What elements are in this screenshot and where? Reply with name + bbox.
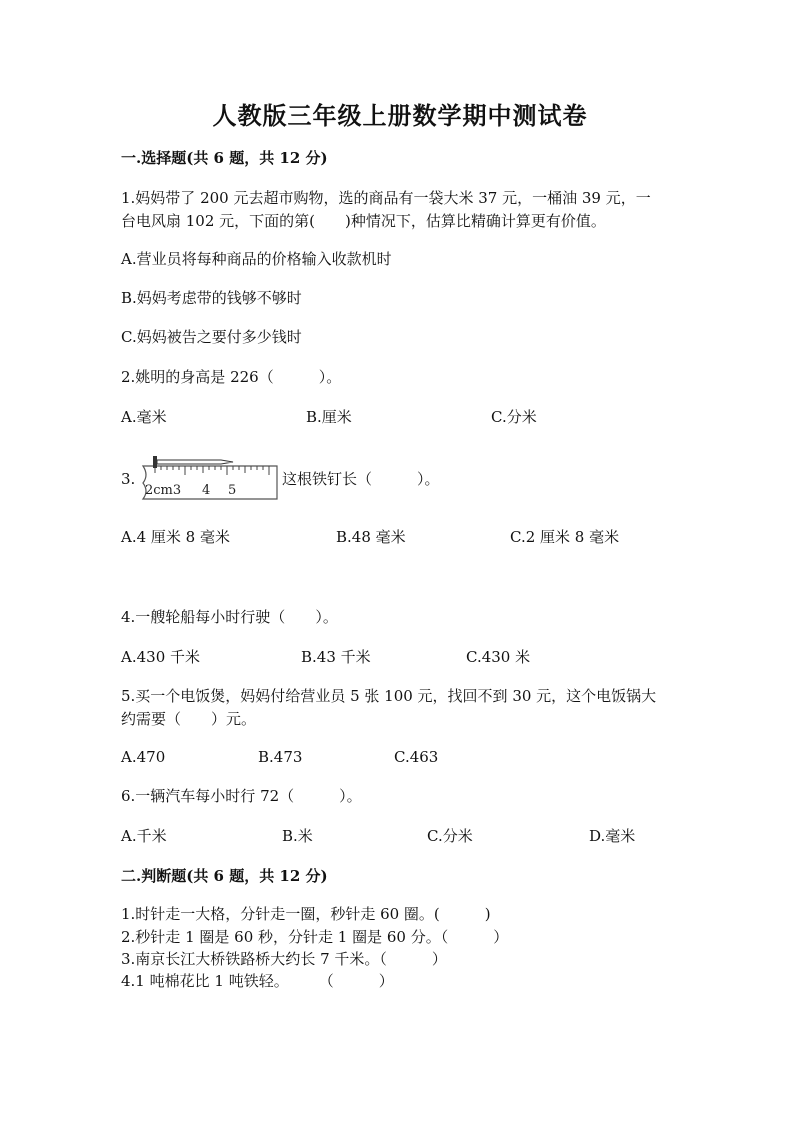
question-3-number: 3. xyxy=(121,470,136,488)
ruler-label-4: 4 xyxy=(202,483,211,498)
question-5-option-a[interactable]: A.470 xyxy=(121,748,166,766)
question-2-option-a[interactable]: A.毫米 xyxy=(121,408,167,426)
judge-item-3: 3.南京长江大桥铁路桥大约长 7 千米。（ ） xyxy=(121,950,447,968)
question-3-option-c[interactable]: C.2 厘米 8 毫米 xyxy=(510,528,620,546)
question-4-option-a[interactable]: A.430 千米 xyxy=(121,648,200,666)
nail-ruler-image xyxy=(139,449,279,507)
question-2-option-b[interactable]: B.厘米 xyxy=(306,408,352,426)
page-title: 人教版三年级上册数学期中测试卷 xyxy=(212,101,588,130)
question-1-line-2: 台电风扇 102 元，下面的第( )种情况下，估算比精确计算更有价值。 xyxy=(121,212,606,230)
judge-item-1: 1.时针走一大格，分针走一圈，秒针走 60 圈。( ) xyxy=(121,905,491,923)
question-4-option-b[interactable]: B.43 千米 xyxy=(301,648,371,666)
question-5-option-b[interactable]: B.473 xyxy=(258,748,303,766)
question-3-option-b[interactable]: B.48 毫米 xyxy=(336,528,406,546)
question-2-stem: 2.姚明的身高是 226（ ）。 xyxy=(121,368,342,386)
question-5-option-c[interactable]: C.463 xyxy=(394,748,439,766)
judge-item-2: 2.秒针走 1 圈是 60 秒，分针走 1 圈是 60 分。（ ） xyxy=(121,928,509,946)
question-6-option-a[interactable]: A.千米 xyxy=(121,827,167,845)
section-heading-judge: 二.判断题(共 6 题，共 12 分) xyxy=(121,867,328,885)
question-6-option-d[interactable]: D.毫米 xyxy=(589,827,636,845)
question-3-stem: 这根铁钉长（ ）。 xyxy=(282,470,440,488)
question-2-option-c[interactable]: C.分米 xyxy=(491,408,537,426)
question-6-stem: 6.一辆汽车每小时行 72（ ）。 xyxy=(121,787,362,805)
question-1-line-1: 1.妈妈带了 200 元去超市购物，选的商品有一袋大米 37 元，一桶油 39 元，一 xyxy=(121,189,651,207)
section-heading-choice: 一.选择题(共 6 题，共 12 分) xyxy=(121,149,328,167)
question-6-option-b[interactable]: B.米 xyxy=(282,827,313,845)
question-6-option-c[interactable]: C.分米 xyxy=(427,827,473,845)
ruler-label-5: 5 xyxy=(228,483,237,498)
question-4-option-c[interactable]: C.430 米 xyxy=(466,648,531,666)
question-3-option-a[interactable]: A.4 厘米 8 毫米 xyxy=(121,528,230,546)
question-5-line-1: 5.买一个电饭煲，妈妈付给营业员 5 张 100 元，找回不到 30 元，这个电饭锅大 xyxy=(121,687,657,705)
judge-item-4: 4.1 吨棉花比 1 吨铁轻。 （ ） xyxy=(121,972,394,990)
question-4-stem: 4.一艘轮船每小时行驶（ ）。 xyxy=(121,608,338,626)
question-1-option-a[interactable]: A.营业员将每种商品的价格输入收款机时 xyxy=(121,250,392,268)
question-5-line-2: 约需要（ ）元。 xyxy=(121,710,257,728)
question-1-option-c[interactable]: C.妈妈被告之要付多少钱时 xyxy=(121,328,302,346)
ruler-label-2cm3: 2cm3 xyxy=(145,483,182,498)
question-1-option-b[interactable]: B.妈妈考虑带的钱够不够时 xyxy=(121,289,302,307)
